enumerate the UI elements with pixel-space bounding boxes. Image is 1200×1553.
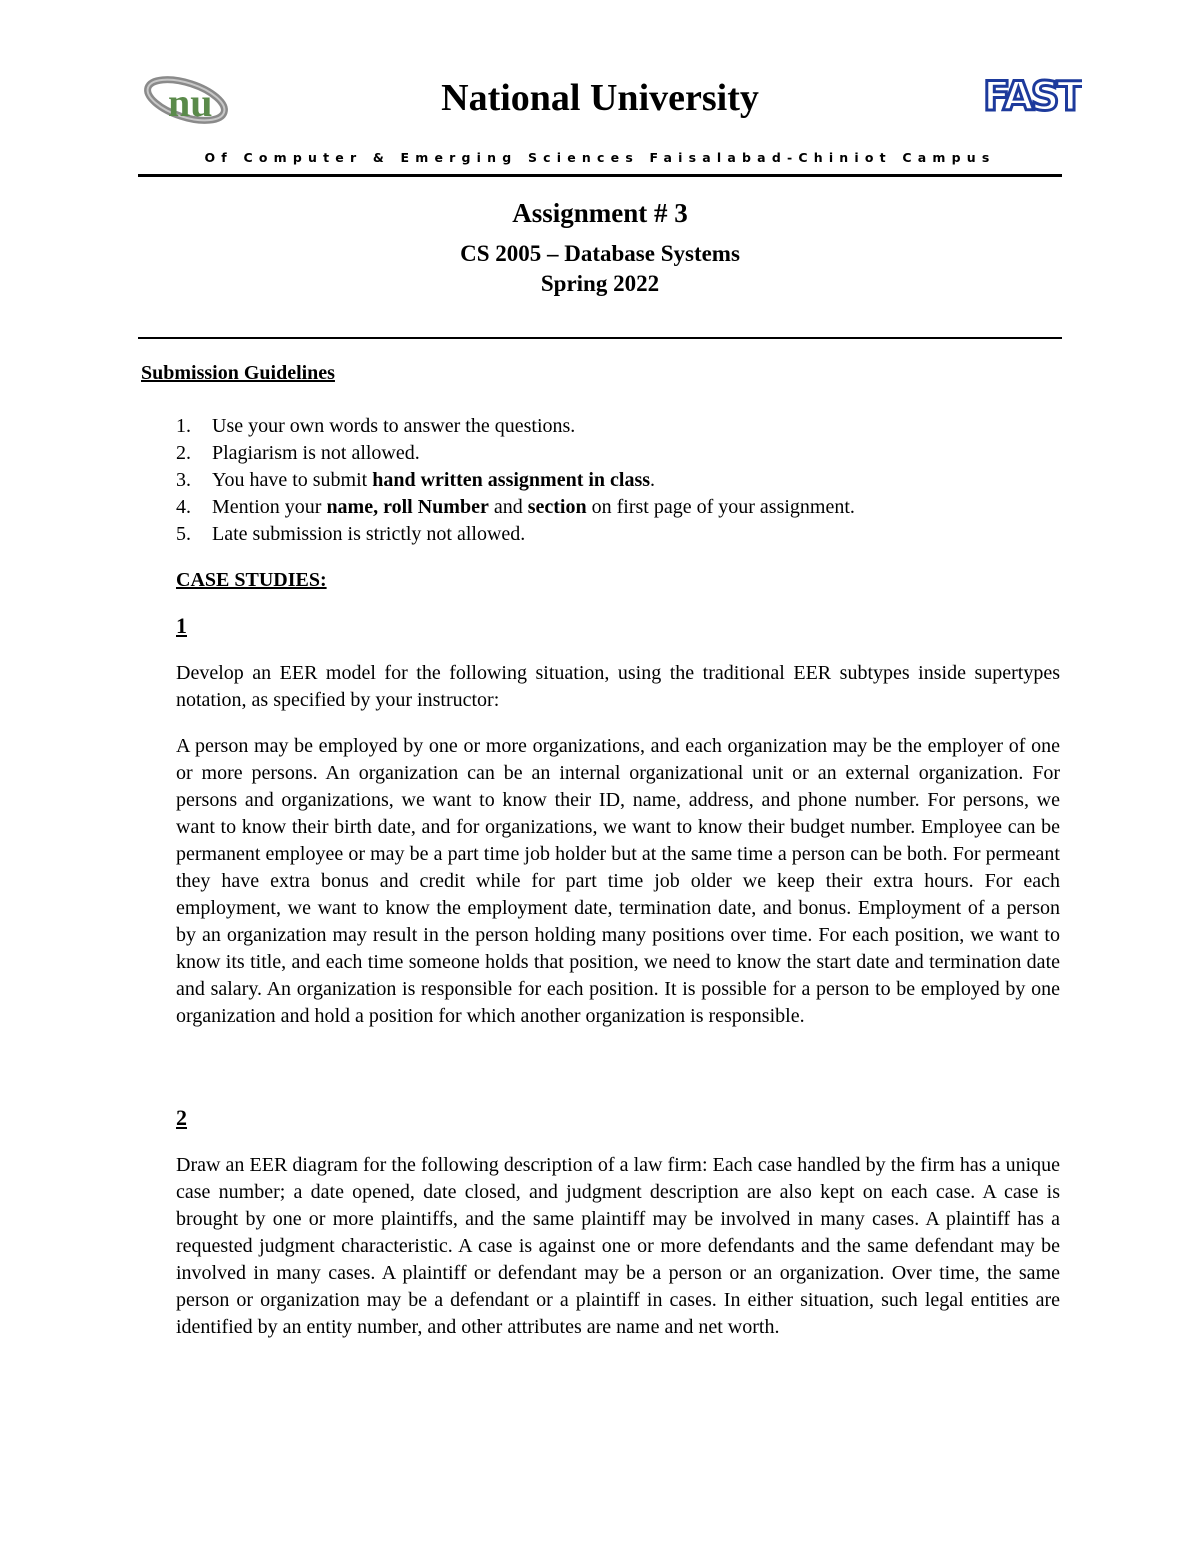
fast-logo-icon [982, 74, 1082, 118]
question-1-intro: Develop an EER model for the following situation, using the traditional EER subtypes inside supertypes notation, as specified by your instructor: [176, 662, 1060, 711]
list-item: 4. Mention your name, roll Number and section on first page of your assignment. [176, 496, 855, 518]
title-divider [138, 337, 1062, 339]
question-1-number: 1 [176, 613, 187, 638]
guidelines-list [176, 413, 855, 548]
campus-subtitle: Of Computer & Emerging Sciences Faisalabad-Chiniot Campus [204, 150, 996, 165]
list-item: 1. Use your own words to answer the questions. [176, 415, 576, 437]
svg-text:FAST: FAST [983, 74, 1081, 118]
header-divider [138, 174, 1062, 177]
university-name: National University [441, 77, 759, 119]
question-2-body: Draw an EER diagram for the following description of a law firm: Each case handled by the firm has a unique case number; a date opened, date closed, and judgment description are also kept on each case. A case is brought by one or more plaintiffs, and the same plaintiff may be involved in many cases. A plaintiff has a requested judgment characteristic. A case is against one or more defendants and the same defendant may be involved in many cases. A plaintiff or defendant may be a person or an organization. Over time, the same person or organization may be a defendant or a plaintiff in cases. In either situation, such legal entities are identified by an entity number, and other attributes are name and net worth. [176, 1154, 1060, 1338]
question-1-body: A person may be employed by one or more organizations, and each organization may be the employer of one or more persons. An organization can be an internal organizational unit or an external organization. For persons and organizations, we want to know their ID, name, address, and phone number. For persons, we want to know their birth date, and for organizations, we want to know their budget number. Employee can be permanent employee or may be a part time job holder but at the same time a person can be both. For permeant they have extra bonus and credit while for part time job older we keep their extra hours. For each employment, we want to know the employment date, termination date, and bonus. Employment of a person by an organization may result in the person holding many positions over time. For each position, we want to know its title, and each time someone holds that position, we need to know the start date and termination date and salary. An organization is responsible for each position. It is possible for a person to be employed by one organization and hold a position for which another organization is responsible. [176, 735, 1060, 1027]
submission-guidelines-heading: Submission Guidelines [141, 362, 335, 384]
case-studies-heading: CASE STUDIES: [176, 569, 327, 591]
question-2-number: 2 [176, 1105, 187, 1130]
assignment-title: Assignment # 3 [512, 198, 688, 228]
course-title: CS 2005 – Database Systems [460, 241, 740, 266]
svg-text:nu: nu [168, 80, 213, 125]
list-item: 3. You have to submit hand written assignment in class. [176, 469, 656, 491]
term-title: Spring 2022 [540, 271, 660, 296]
list-item: 2. Plagiarism is not allowed. [176, 442, 420, 464]
list-item: 5. Late submission is strictly not allowed. [176, 523, 526, 545]
